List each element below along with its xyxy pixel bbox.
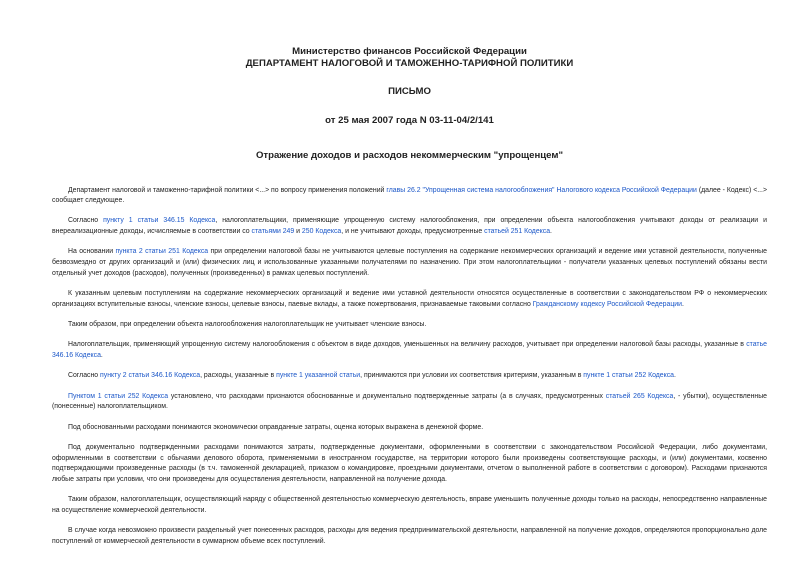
document-date-number: от 25 мая 2007 года N 03-11-04/2/141 [325,114,494,126]
paragraph-text: На основании [68,248,116,256]
paragraph-text: установлено, что расходами признаются обоснованные и документально подтвержденные затраты (а в случаях, предусмотренных [168,392,606,400]
paragraph [52,371,767,382]
legal-reference-link[interactable]: главы 26.2 "Упрощенная система налогообложения" Налогового кодекса Российской Федерации [386,186,697,194]
paragraph-text: , и не учитывают доходы, предусмотренные [341,228,485,236]
paragraph-text: Под обоснованными расходами понимаются экономически оправданные затраты, оценка которых выражена в денежной форме. [68,423,484,431]
paragraph-text: . [681,300,684,308]
paragraph-text: . [100,352,103,360]
paragraph [52,247,767,279]
legal-reference-link[interactable]: Гражданскому кодексу Российской Федерации [532,300,682,308]
legal-reference-link[interactable]: пункте 1 указанной статьи [276,372,361,380]
paragraph-text: , налогоплательщики, применяющие упрощенную систему налогообложения, при определении объекта налогообложения учитывают доходы от реализации и внереализационные доходы, исчисляемые в соответствии со [52,217,767,236]
legal-reference-link[interactable]: статьей 251 Кодекса [484,228,551,236]
legal-reference-link[interactable]: пункту 2 статьи 346.16 Кодекса [100,372,201,380]
paragraph [52,392,767,413]
paragraph-text: . [674,372,676,380]
legal-reference-link[interactable]: 250 Кодекса [301,228,342,236]
paragraph [52,526,767,547]
document-type: ПИСЬМО [388,86,431,97]
paragraph-text: Налогоплательщик, применяющий упрощенную систему налогообложения с объектом в виде доходов, уменьшенных на величину расходов, учитывает при определении налоговой базы расходы, указанные в [68,341,747,349]
paragraph-text: при определении налоговой базы не учитываются целевые поступления на содержание некоммерческих организаций и ведение ими уставной деятельности, полученные безвозмездно от других организаций и (или) физических лиц и использованные указанными получателями по назначению. При этом налогоплательщики - получатели указанных целевых поступлений обязаны вести отдельный учет доходов (расходов), полученных (произведенных) в рамках целевых поступлений. [52,248,767,277]
document-body [52,186,767,548]
paragraph-text: , расходы, указанные в [200,372,277,380]
paragraph [52,443,767,485]
paragraph [52,340,767,361]
paragraph [52,216,767,237]
department-name: ДЕПАРТАМЕНТ НАЛОГОВОЙ И ТАМОЖЕННО-ТАРИФНОЙ ПОЛИТИКИ [245,57,574,69]
paragraph [52,289,767,310]
document-subject: Отражение доходов и расходов некоммерческим "упрощенцем" [255,150,564,161]
paragraph-text: , принимаются при условии их соответствия критериям, указанным в [360,372,584,380]
legal-reference-link[interactable]: статьями 249 [251,228,295,236]
paragraph-text: (далее - Кодекс) <...> сообщает следующее. [52,186,767,205]
paragraph-text: К указанным целевым поступлениям на содержание некоммерческих организаций и ведение ими уставной деятельности относятся осуществленные в соответствии с законодательством РФ о некоммерческих организациях вступительные взносы, членские взносы, целевые взносы, паевые вклады, а также пожертвования, признаваемые таковыми согласно [52,290,767,308]
paragraph-text: Департамент налоговой и таможенно-тарифной политики <...> по вопросу применения положений [68,186,387,194]
legal-reference-link[interactable]: Пунктом 1 статьи 252 Кодекса [68,392,169,400]
legal-reference-link[interactable]: пункту 1 статьи 346.15 Кодекса [103,217,216,225]
paragraph-text: В случае когда невозможно произвести раздельный учет понесенных расходов, расходы для ведения предпринимательской деятельности, направленной на получение доходов, определяются пропорционально доле поступлений от коммерческой деятельности в суммарном объеме всех поступлений. [52,527,767,545]
legal-reference-link[interactable]: статьей 265 Кодекса [605,392,674,400]
paragraph-text: Согласно [68,372,101,380]
ministry-name: Министерство финансов Российской Федерации [292,46,527,57]
legal-reference-link[interactable]: пункте 1 статьи 252 Кодекса [583,372,674,380]
paragraph [52,320,767,331]
legal-reference-link[interactable]: статье 346.16 Кодекса [52,341,767,360]
paragraph-text: Согласно [68,217,104,225]
paragraph [52,186,767,207]
paragraph-text: , - убытки), осуществленные (понесенные) налогоплательщиком. [52,392,768,411]
legal-reference-link[interactable]: пункта 2 статьи 251 Кодекса [115,248,209,256]
paragraph-text: . [550,228,552,236]
paragraph-text: и [294,228,302,236]
paragraph-text: Под документально подтвержденными расходами понимаются затраты, подтвержденные документами, оформленными в соответствии с законодательством Российской Федерации, либо документами, оформленными в соответствии с обычаями делового оборота, применяемыми в иностранном государстве, на территории которого были произведены соответствующие расходы, и (или) документами, косвенно подтверждающими произведенные расходы (в т.ч. таможенной декларацией, приказом о командировке, проездными документами, отчетом о выполненной работе в соответствии с договором). Расходами признаются любые затраты при условии, что они произведены для осуществления деятельности, направленной на получение дохода. [52,444,767,483]
paragraph-text: Таким образом, налогоплательщик, осуществляющий наряду с общественной деятельностью коммерческую деятельность, вправе уменьшить полученные доходы только на расходы, непосредственно направленные на осуществление коммерческой деятельности. [52,496,767,514]
paragraph [52,495,767,516]
paragraph [52,423,767,434]
paragraph-text: Таким образом, при определении объекта налогообложения налогоплательщик не учитывает членские взносы. [68,321,427,329]
